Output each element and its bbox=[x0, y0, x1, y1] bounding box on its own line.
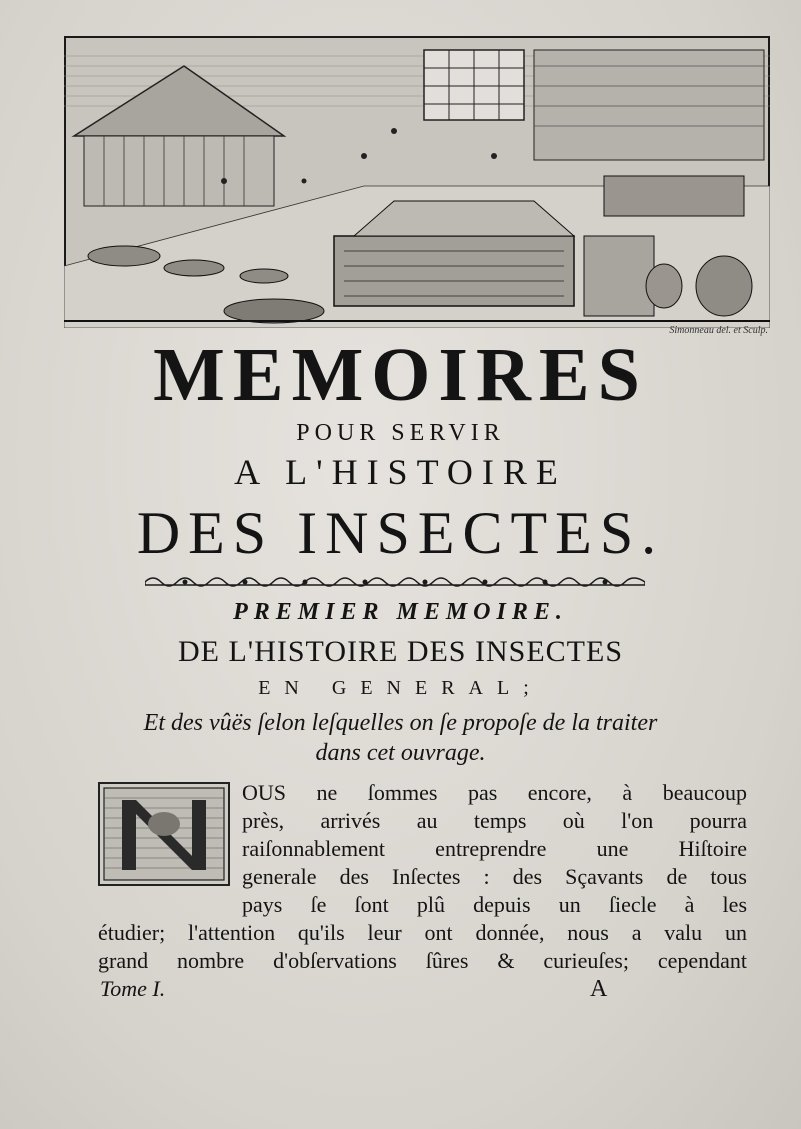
body-line-4: generale des Inſectes : des Sçavants de tous bbox=[242, 864, 747, 889]
headpiece-engraving bbox=[64, 36, 770, 328]
body-line-1: OUS ne ſommes pas encore, à beaucoup bbox=[242, 780, 747, 805]
engraver-signature: Simonneau del. et Sculp. bbox=[669, 325, 768, 336]
body-line-2: près, arrivés au temps où l'on pourra bbox=[242, 808, 747, 833]
decorated-initial-n bbox=[98, 782, 230, 886]
title-pour-servir: POUR SERVIR bbox=[296, 420, 505, 446]
body-line-6: étudier; l'attention qu'ils leur ont donnée, nous a valu un bbox=[98, 920, 747, 945]
heading-histoire-des-insectes: DE L'HISTOIRE DES INSECTES bbox=[177, 635, 624, 668]
body-line-7: grand nombre d'obſervations ſûres & curieuſes; cependant bbox=[98, 948, 747, 973]
title-des-insectes: DES INSECTES. bbox=[136, 500, 665, 566]
title-memoires: MEMOIRES bbox=[153, 333, 648, 417]
subtitle-line-2: dans cet ouvrage. bbox=[315, 740, 486, 766]
heading-premier-memoire: PREMIER MEMOIRE. bbox=[233, 599, 568, 625]
body-line-3: raiſonnablement entreprendre une Hiſtoire bbox=[242, 836, 747, 861]
title-a-lhistoire: A L'HISTOIRE bbox=[234, 452, 567, 492]
subtitle-line-1: Et des vûës ſelon leſquelles on ſe propoſe de la traiter bbox=[143, 710, 658, 736]
body-line-5: pays ſe ſont plû depuis un ſiecle à les bbox=[242, 892, 747, 917]
heading-en-general: EN GENERAL; bbox=[258, 677, 543, 699]
volume-label: Tome I. bbox=[100, 976, 166, 1001]
typographic-ornament-band bbox=[145, 572, 645, 592]
signature-mark: A bbox=[590, 976, 608, 1002]
